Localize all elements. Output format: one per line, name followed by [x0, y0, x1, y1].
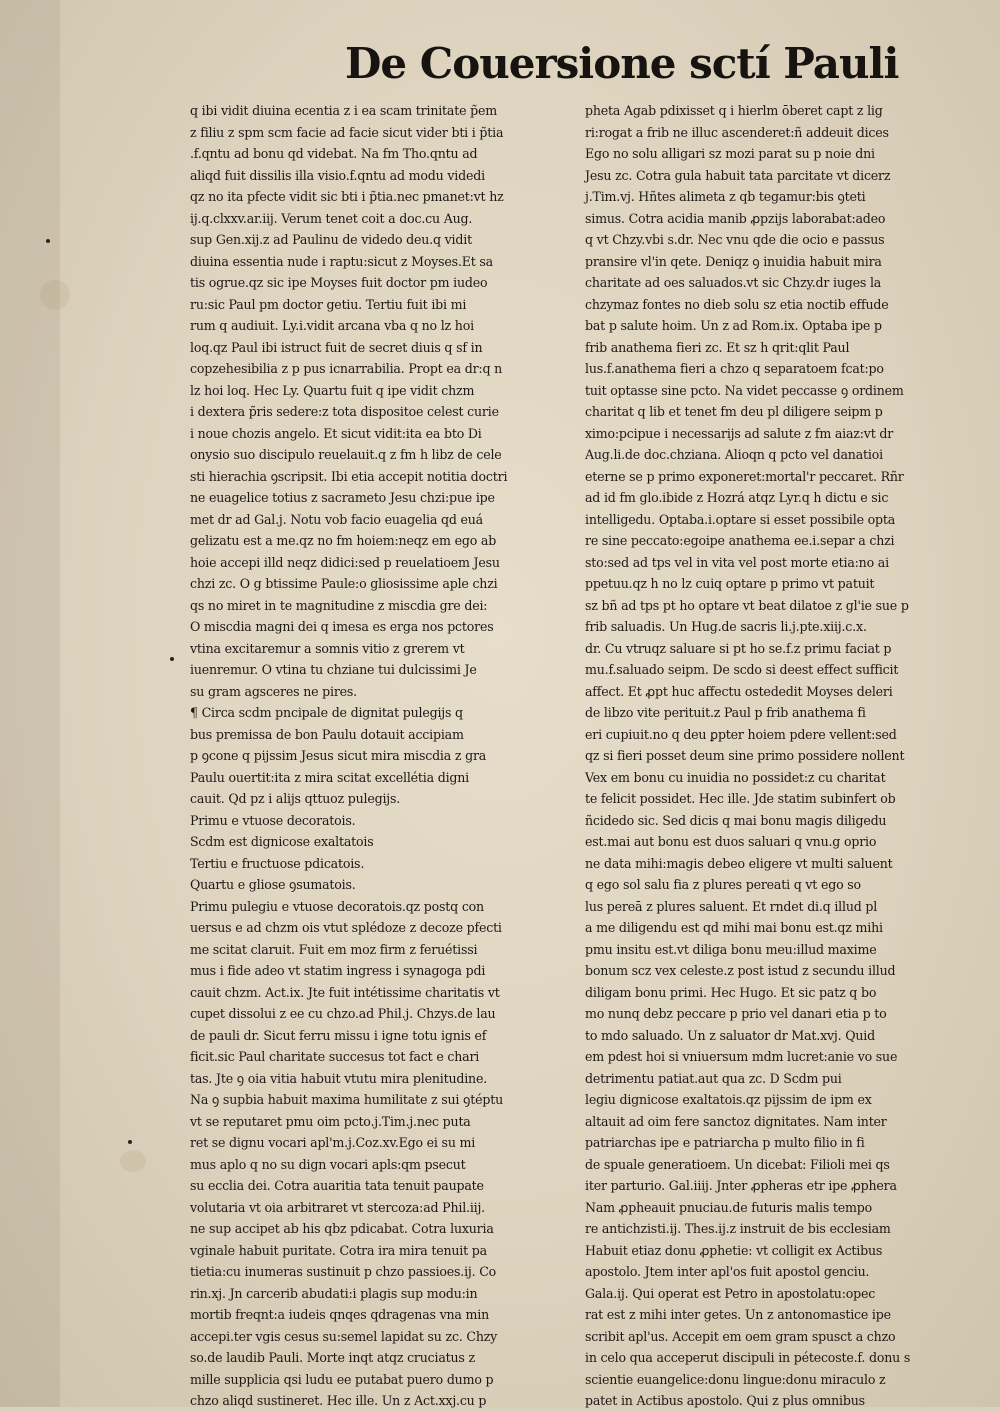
text-line: chzymaz fontes no dieb solu sz etia noctib effude: [585, 296, 889, 312]
text-line: diligam bonu primi. Hec Hugo. Et sic patz q bo: [585, 984, 877, 1000]
text-line: iter parturio. Gal.iiij. Jnter ꝓpheras etr ipe ꝓphera: [585, 1178, 897, 1193]
text-line: z filiu z spm scm facie ad facie sicut vider bti i p̃tia: [190, 124, 504, 140]
text-line: qz si fieri posset deum sine primo possidere nollent: [585, 748, 905, 763]
text-line: simus. Cotra acidia manib ꝓpzijs laborabat:adeo: [585, 210, 886, 226]
text-line: chzi zc. O g btissime Paule:o gliosissime aple chzi: [190, 576, 498, 591]
text-line: iuenremur. O vtina tu chziane tui dulcissimi Je: [190, 662, 477, 677]
text-line: O miscdia magni dei q imesa es erga nos pctores: [190, 619, 494, 634]
text-line: .f.qntu ad bonu qd videbat. Na fm Tho.qntu ad: [190, 146, 478, 161]
text-line: de spuale generatioem. Un dicebat: Filioli mei qs: [585, 1156, 890, 1172]
text-line: mu.f.saluado seipm. De scdo si deest effect sufficit: [585, 662, 899, 677]
text-line: q ego sol salu fia z plures pereati q vt ego so: [585, 877, 861, 892]
text-line: tis ogrue.qz sic ipe Moyses fuit doctor pm iudeo: [190, 275, 488, 290]
text-line: vtina excitaremur a somnis vitio z grerem vt: [190, 640, 465, 656]
text-line: volutaria vt oia arbitraret vt stercoza:ad Phil.iij.: [190, 1199, 485, 1215]
text-line: su ecclia dei. Cotra auaritia tata tenuit paupate: [190, 1178, 484, 1193]
ink-dot: [46, 239, 50, 243]
text-line: patet in Actibus apostolo. Qui z plus omnibus: [585, 1393, 865, 1408]
text-line: rin.xj. Jn carcerib abudati:i plagis sup modu:in: [190, 1285, 478, 1301]
text-line: lz hoi loq. Hec Ly. Quartu fuit q ipe vidit chzm: [190, 382, 475, 398]
text-line: i dextera p̃ris sedere:z tota dispositoe celest curie: [190, 404, 499, 419]
text-line: lus.f.anathema fieri a chzo q separatoem fcat:po: [585, 361, 884, 376]
text-line: mo nunq debz peccare p prio vel danari etia p to: [585, 1006, 887, 1021]
text-line: re sine peccato:egoipe anathema ee.i.separ a chzi: [585, 533, 895, 548]
text-line: dr. Cu vtruqz saluare si pt ho se.f.z primu faciat p: [585, 640, 892, 656]
text-line: diuina essentia nude i raptu:sicut z Moyses.Et sa: [190, 253, 493, 269]
text-line: eterne se p primo exponeret:mortal'r peccaret. Rñr: [585, 468, 904, 484]
text-line: tuit optasse sine pcto. Na videt peccasse ꝯ ordinem: [585, 382, 904, 398]
text-line: Scdm est dignicose exaltatois: [190, 834, 374, 849]
text-line: est.mai aut bonu est duos saluari q vnu.g oprio: [585, 834, 877, 849]
text-line: bonum scz vex celeste.z post istud z secundu illud: [585, 963, 896, 978]
text-line: vt se reputaret pmu oim pcto.j.Tim.j.nec puta: [190, 1113, 471, 1129]
text-line: ij.q.clxxv.ar.iij. Verum tenet coit a doc.cu Aug.: [190, 210, 473, 226]
text-line: accepi.ter vgis cesus su:semel lapidat su zc. Chzy: [190, 1328, 498, 1344]
text-line: aliqd fuit dissilis illa visio.f.qntu ad modu videdi: [190, 167, 485, 183]
text-line: to mdo saluado. Un z saluator dr Mat.xvj. Quid: [585, 1027, 875, 1043]
text-line: patriarchas ipe e patriarcha p multo filio in fi: [585, 1135, 865, 1150]
text-line: chzo aliqd sustineret. Hec ille. Un z Act.xxj.cu p: [190, 1393, 487, 1408]
text-line: legiu dignicose exaltatois.qz pijssim de ipm ex: [585, 1092, 872, 1107]
text-line: ne data mihi:magis debeo eligere vt multi saluent: [585, 855, 893, 871]
text-line: i noue chozis angelo. Et sicut vidit:ita ea bto Di: [190, 425, 482, 441]
text-line: q ibi vidit diuina ecentia z i ea scam trinitate p̃em: [190, 103, 497, 118]
text-line: Jesu zc. Cotra gula habuit tata parcitate vt dicerz: [585, 167, 891, 183]
paper-stain: [40, 280, 70, 310]
text-line: lus pereā z plures saluent. Et rndet di.q illud pl: [585, 898, 878, 914]
text-line: mille supplicia qsi ludu ee putabat puero dumo p: [190, 1371, 494, 1387]
text-line: cauit. Qd pz i alijs qttuoz pulegijs.: [190, 791, 401, 806]
ink-dot: [170, 657, 174, 661]
text-line: mortib freqnt:a iudeis qnqes qdragenas vna min: [190, 1307, 489, 1322]
text-line: p ꝯcone q pijssim Jesus sicut mira miscdia z gra: [190, 748, 487, 763]
text-line: Quartu e gliose ꝯsumatois.: [190, 877, 356, 892]
text-line: frib saluadis. Un Hug.de sacris li.j.pte.xiij.c.x.: [585, 619, 867, 634]
text-line: pheta Agab pdixisset q i hierlm ōberet capt z lig: [585, 103, 883, 118]
text-line: vginale habuit puritate. Cotra ira mira tenuit pa: [190, 1242, 487, 1258]
text-line: cupet dissolui z ee cu chzo.ad Phil.j. Chzys.de lau: [190, 1006, 496, 1021]
text-line: qs no miret in te magnitudine z miscdia gre dei:: [190, 597, 488, 613]
text-line: q vt Chzy.vbi s.dr. Nec vnu qde die ocio e passus: [585, 232, 885, 247]
right-column: [585, 100, 970, 1408]
text-line: te felicit possidet. Hec ille. Jde statim subinfert ob: [585, 791, 896, 806]
text-line: Ego no solu alligari sz mozi parat su p noie dni: [585, 146, 875, 161]
text-line: apostolo. Jtem inter apl'os fuit apostol genciu.: [585, 1264, 870, 1279]
text-line: Primu e vtuose decoratois.: [190, 812, 356, 828]
text-line: intelligedu. Optaba.i.optare si esset possibile opta: [585, 511, 896, 527]
text-line: ru:sic Paul pm doctor getiu. Tertiu fuit ibi mi: [190, 296, 467, 312]
text-line: j.Tim.vj. Hñtes alimeta z qb tegamur:bis ꝯteti: [585, 189, 866, 204]
text-line: em pdest hoi si vniuersum mdm lucret:anie vo sue: [585, 1049, 898, 1064]
text-line: gelizatu est a me.qz no fm hoiem:neqz em ego ab: [190, 533, 497, 548]
text-line: scientie euangelice:donu lingue:donu miraculo z: [585, 1371, 886, 1387]
text-line: met dr ad Gal.j. Notu vob facio euagelia qd euá: [190, 511, 483, 527]
text-line: Paulu ouertit:ita z mira scitat excellétia digni: [190, 769, 470, 785]
text-line: Na ꝯ supbia habuit maxima humilitate z sui ꝯtéptu: [190, 1092, 503, 1107]
text-line: ad id fm glo.ibide z Hozrá atqz Lyr.q h dictu e sic: [585, 490, 889, 505]
text-line: su gram agsceres ne pires.: [190, 683, 357, 699]
text-line: copzehesibilia z p pus icnarrabilia. Propt ea dr:q n: [190, 361, 503, 376]
text-line: in celo qua acceperut discipuli in pétecoste.f. donu s: [585, 1350, 911, 1365]
text-line: charitat q lib et tenet fm deu pl diligere seipm p: [585, 404, 883, 419]
text-line: ¶ Circa scdm pncipale de dignitat pulegijs q: [190, 705, 463, 720]
ink-dot: [128, 1140, 132, 1144]
left-column: [190, 100, 568, 1408]
text-line: ñcidedo sic. Sed dicis q mai bonu magis diligedu: [585, 812, 887, 828]
page-edge-shadow: [0, 0, 60, 1407]
text-line: ri:rogat a frib ne illuc ascenderet:ñ addeuit dices: [585, 124, 889, 140]
text-line: ficit.sic Paul charitate succesus tot fact e chari: [190, 1049, 480, 1064]
text-line: ximo:pcipue i necessarijs ad salute z fm aiaz:vt dr: [585, 425, 894, 441]
text-line: sz bñ ad tps pt ho optare vt beat dilatoe z gl'ie sue p: [585, 597, 909, 613]
text-line: tietia:cu inumeras sustinuit p chzo passioes.ij. Co: [190, 1264, 497, 1279]
text-line: loq.qz Paul ibi istruct fuit de secret diuis q sf in: [190, 339, 483, 355]
text-line: ppetuu.qz h no lz cuiq optare p primo vt patuit: [585, 576, 875, 591]
text-line: detrimentu patiat.aut qua zc. D Scdm pui: [585, 1070, 842, 1086]
text-line: mus i fide adeo vt statim ingress i synagoga pdi: [190, 963, 486, 978]
text-line: bus premissa de bon Paulu dotauit accipiam: [190, 726, 464, 742]
text-line: me scitat claruit. Fuit em moz firm z feruétissi: [190, 941, 478, 957]
text-line: altauit ad oim fere sanctoz dignitates. Nam inter: [585, 1113, 887, 1129]
page-title: De Couersione sctí Pauli: [345, 39, 899, 88]
text-line: Habuit etiaz donu ꝓphetie: vt colligit ex Actibus: [585, 1242, 883, 1258]
text-line: ne euagelice totius z sacrameto Jesu chzi:pue ipe: [190, 490, 495, 505]
text-line: so.de laudib Pauli. Morte inqt atqz cruciatus z: [190, 1350, 475, 1365]
text-line: sti hierachia ꝯscripsit. Ibi etia accepit notitia doctri: [190, 468, 508, 484]
text-line: uersus e ad chzm ois vtut splédoze z decoze pfecti: [190, 920, 502, 935]
text-line: a me diligendu est qd mihi mai bonu est.qz mihi: [585, 920, 883, 935]
text-line: Tertiu e fructuose pdicatois.: [190, 855, 365, 871]
text-line: Aug.li.de doc.chziana. Alioqn q pcto vel danatioi: [585, 447, 883, 462]
text-line: pmu insitu est.vt diliga bonu meu:illud maxime: [585, 941, 877, 957]
text-line: Primu pulegiu e vtuose decoratois.qz postq con: [190, 898, 484, 914]
text-line: sup Gen.xij.z ad Paulinu de videdo deu.q vidit: [190, 232, 472, 247]
text-line: frib anathema fieri zc. Et sz h qrit:qlit Paul: [585, 339, 850, 355]
text-line: ret se dignu vocari apl'm.j.Coz.xv.Ego ei su mi: [190, 1135, 476, 1150]
text-line: qz no ita pfecte vidit sic bti i p̃tia.nec pmanet:vt hz: [190, 189, 504, 204]
text-line: tas. Jte ꝯ oia vitia habuit vtutu mira plenitudine.: [190, 1070, 488, 1086]
text-line: ne sup accipet ab his qbz pdicabat. Cotra luxuria: [190, 1221, 494, 1236]
text-line: sto:sed ad tps vel in vita vel post morte etia:no ai: [585, 554, 889, 570]
paper-stain: [120, 1150, 146, 1172]
text-line: rat est z mihi inter getes. Un z antonomastice ipe: [585, 1307, 891, 1322]
text-line: Nam ꝓpheauit pnuciau.de futuris malis tempo: [585, 1199, 872, 1215]
text-line: mus aplo q no su dign vocari apls:qm psecut: [190, 1156, 466, 1172]
text-line: pransire vl'in qete. Deniqz ꝯ inuidia habuit mira: [585, 253, 882, 269]
text-line: scribit apl'us. Accepit em oem gram spusct a chzo: [585, 1328, 896, 1344]
text-line: Gala.ij. Qui operat est Petro in apostolatu:opec: [585, 1285, 876, 1301]
text-line: affect. Et ꝓpt huc affectu ostededit Moyses deleri: [585, 683, 893, 699]
text-line: rum q audiuit. Ly.i.vidit arcana vba q no lz hoi: [190, 318, 474, 333]
text-line: eri cupiuit.no q deu ꝑpter hoiem pdere vellent:sed: [585, 726, 897, 742]
text-line: bat p salute hoim. Un z ad Rom.ix. Optaba ipe p: [585, 318, 882, 333]
text-line: onysio suo discipulo reuelauit.q z fm h libz de cele: [190, 447, 502, 462]
text-line: re antichzisti.ij. Thes.ij.z instruit de bis ecclesiam: [585, 1221, 891, 1236]
text-line: de libzo vite perituit.z Paul p frib anathema fi: [585, 705, 866, 720]
text-line: de pauli dr. Sicut ferru missu i igne totu ignis ef: [190, 1027, 487, 1043]
text-line: Vex em bonu cu inuidia no possidet:z cu charitat: [585, 769, 886, 785]
text-line: hoie accepi illd neqz didici:sed p reuelatioem Jesu: [190, 554, 500, 570]
text-line: cauit chzm. Act.ix. Jte fuit intétissime charitatis vt: [190, 984, 500, 1000]
text-line: charitate ad oes saluados.vt sic Chzy.dr iuges la: [585, 275, 882, 290]
